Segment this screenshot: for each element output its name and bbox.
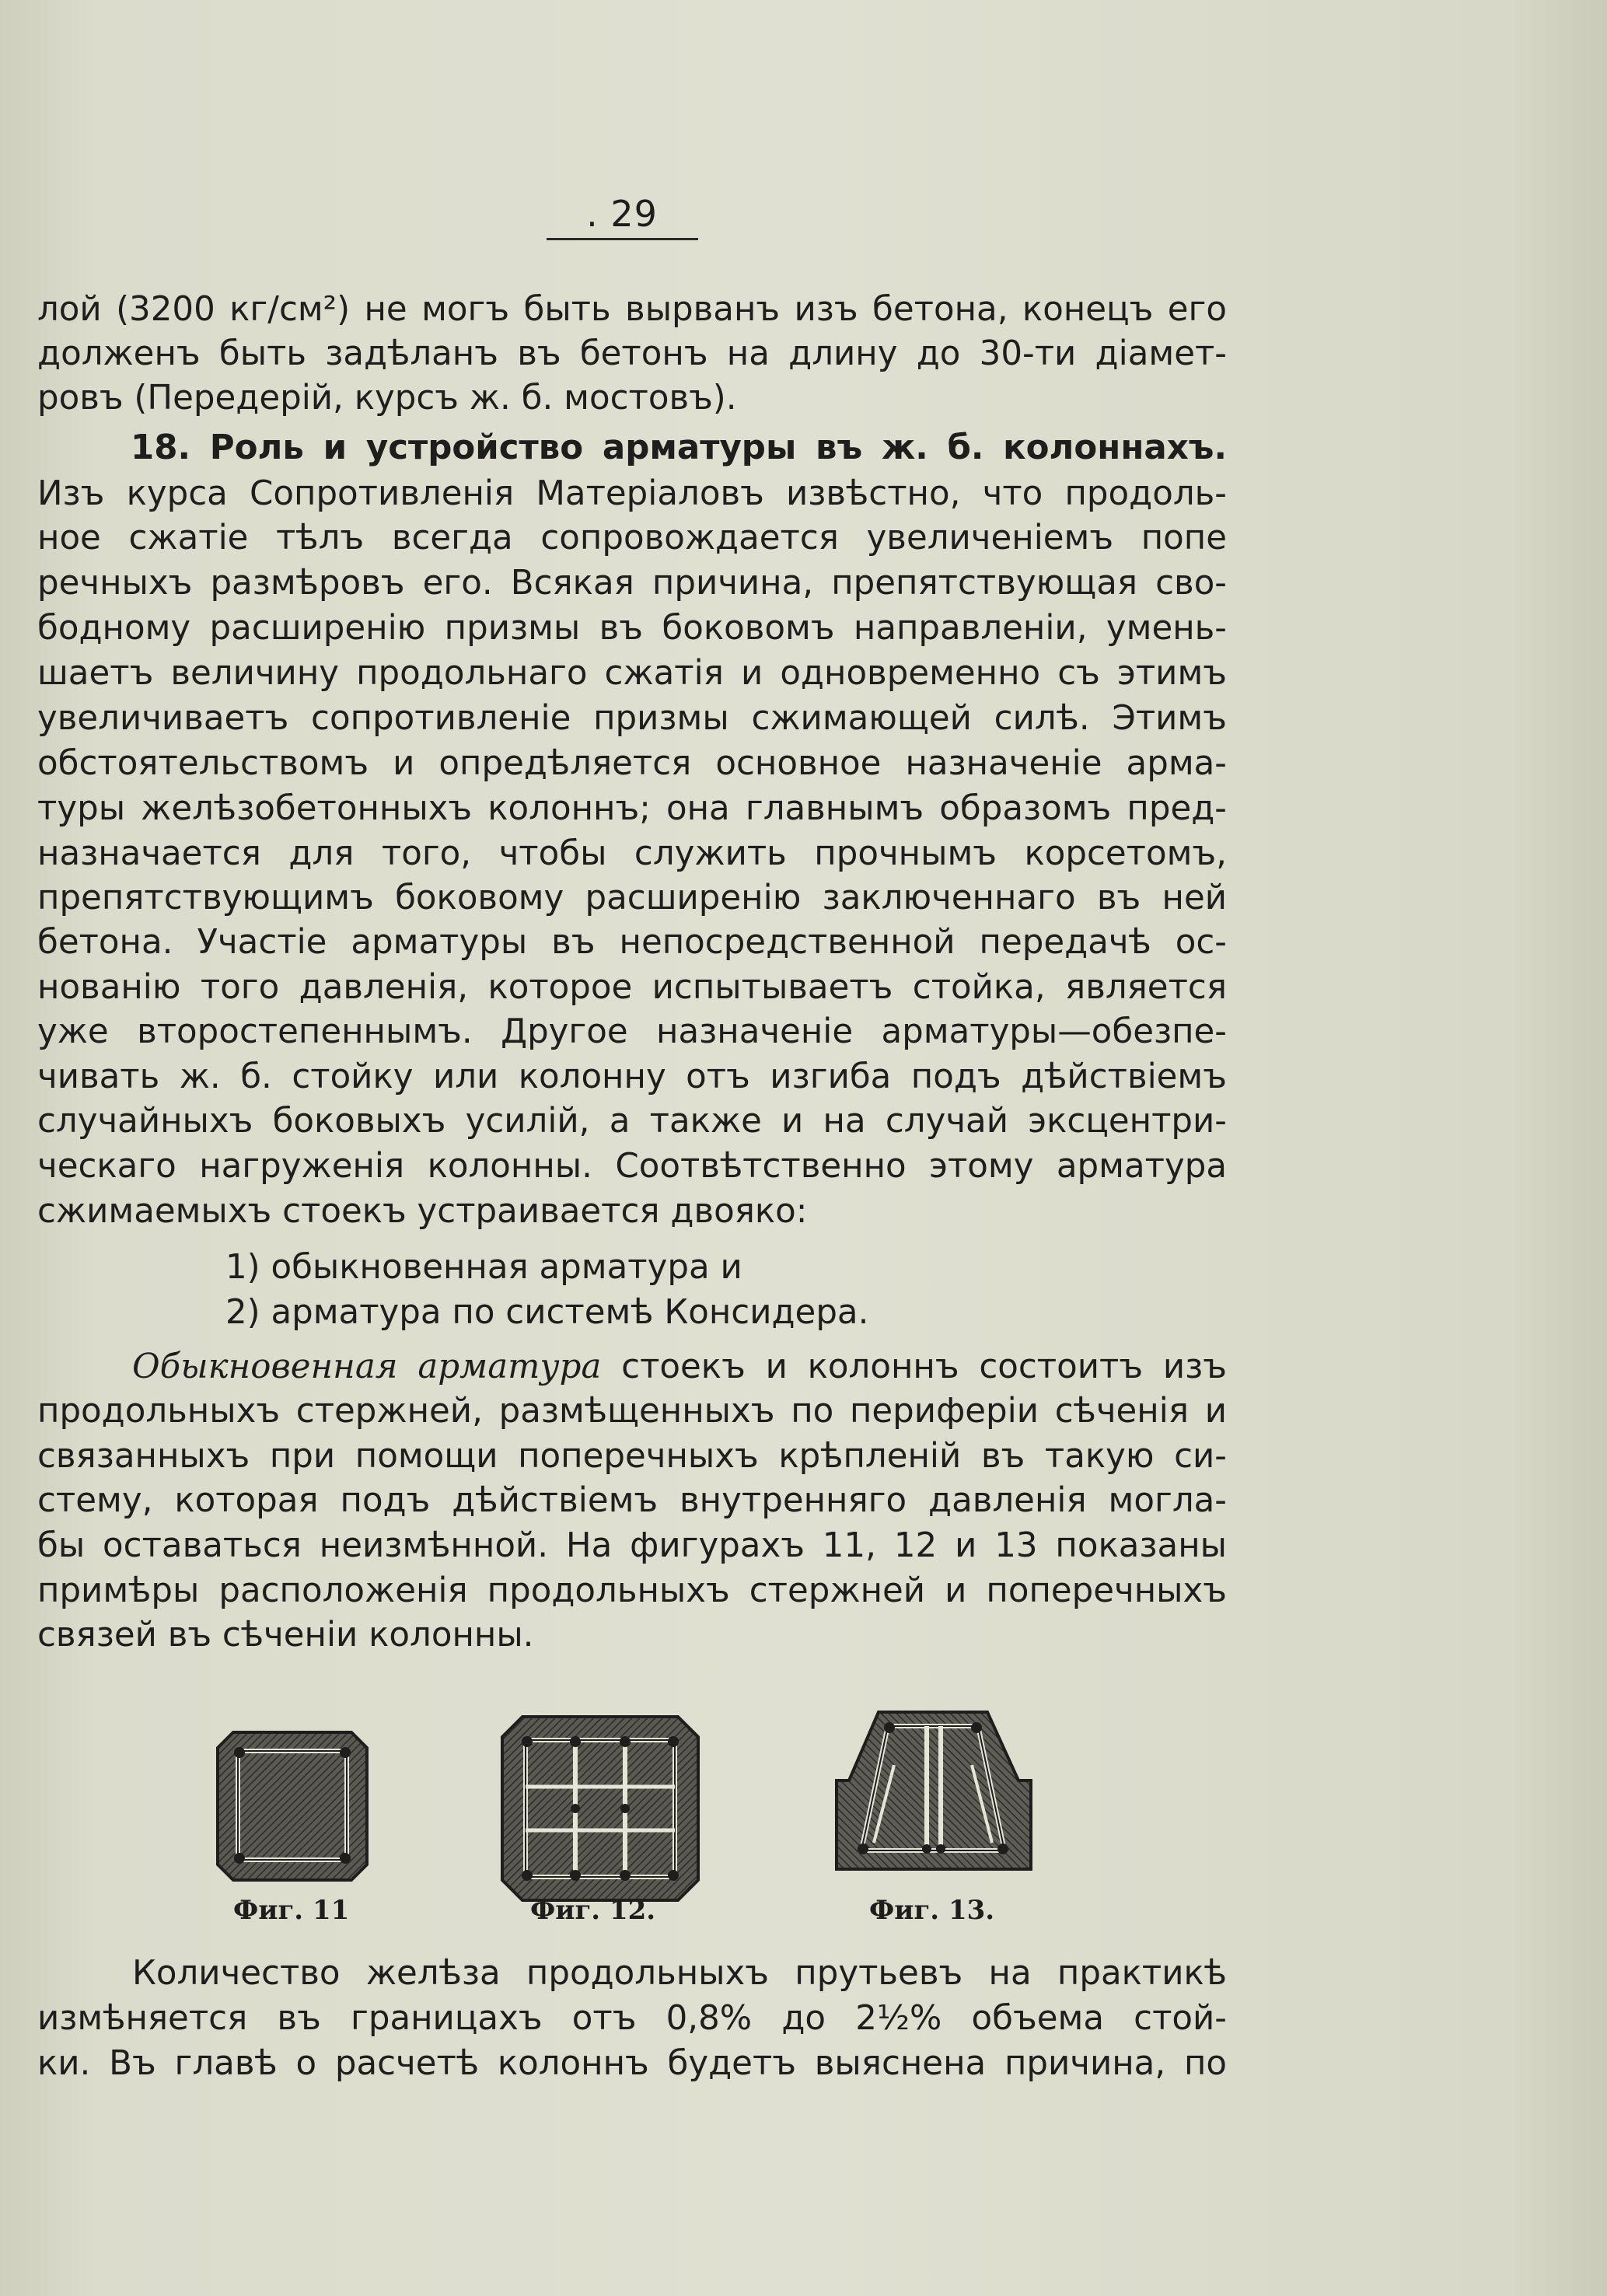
text-line: увеличиваетъ сопротивленіе призмы сжимающей силѣ. Этимъ <box>37 699 1227 738</box>
text-line: бетона. Участіе арматуры въ непосредственной передачѣ ос- <box>37 923 1227 962</box>
text-line: назначается для того, чтобы служить прочнымъ корсетомъ, <box>37 834 1227 873</box>
text-line: связей въ сѣченіи колонны. <box>37 1616 534 1655</box>
figure-12 <box>502 1717 698 1900</box>
section-heading: 18. Роль и устройство арматуры въ ж. б. колоннахъ. <box>131 428 1227 467</box>
text-line: долженъ быть задѣланъ въ бетонъ на длину до 30-ти діамет- <box>37 334 1227 373</box>
text-line: лой (3200 кг/см²) не могъ быть вырванъ изъ бетона, конецъ его <box>37 290 1227 329</box>
text-line: чивать ж. б. стойку или колонну отъ изгиба подъ дѣйствіемъ <box>37 1057 1227 1096</box>
text-line: ровъ (Передерій, курсъ ж. б. мостовъ). <box>37 379 737 418</box>
page-number-rule <box>547 238 698 240</box>
text-fragment: стоекъ и колоннъ состоитъ изъ <box>601 1347 1227 1386</box>
text-line: обстоятельствомъ и опредѣляется основное назначеніе арма- <box>37 744 1227 783</box>
text-line: ное сжатіе тѣлъ всегда сопровождается увеличеніемъ попе <box>37 519 1227 557</box>
text-line: ческаго нагруженія колонны. Соотвѣтственно этому арматура <box>37 1147 1227 1186</box>
italic-term: Обыкновенная арматура <box>132 1347 602 1386</box>
text-line: измѣняется въ границахъ отъ 0,8% до 2½% объема стой- <box>37 1999 1227 2038</box>
list-item: 2) арматура по системѣ Консидера. <box>225 1293 869 1332</box>
figure-caption: Фиг. 11 <box>233 1895 350 1926</box>
text-line: сжимаемыхъ стоекъ устраивается двояко: <box>37 1192 808 1231</box>
text-line: шаетъ величину продольнаго сжатія и одновременно съ этимъ <box>37 654 1227 693</box>
figure-11 <box>218 1732 367 1880</box>
text-line: туры желѣзобетонныхъ колоннъ; она главнымъ образомъ пред- <box>37 789 1227 828</box>
text-line: препятствующимъ боковому расширенію заключеннаго въ ней <box>37 879 1227 917</box>
list-item: 1) обыкновенная арматура и <box>225 1248 742 1287</box>
text-line: речныхъ размѣровъ его. Всякая причина, препятствующая сво- <box>37 564 1227 603</box>
text-line: нованію того давленія, которое испытываетъ стойка, является <box>37 968 1227 1007</box>
figure-caption: Фиг. 13. <box>869 1895 995 1926</box>
text-line: связанныхъ при помощи поперечныхъ крѣпленій въ такую си- <box>37 1437 1227 1476</box>
text-line: бы оставаться неизмѣнной. На фигурахъ 11, 12 и 13 показаны <box>37 1526 1227 1565</box>
text-line <box>132 1345 1227 1389</box>
text-line: уже второстепеннымъ. Другое назначеніе арматуры—обезпе- <box>37 1012 1227 1051</box>
figure-13 <box>837 1712 1031 1869</box>
text-line: стему, которая подъ дѣйствіемъ внутренняго давленія могла- <box>37 1481 1227 1520</box>
text-line: Количество желѣза продольныхъ прутьевъ на практикѣ <box>132 1954 1227 1993</box>
text-line: случайныхъ боковыхъ усилій, а также и на случай эксцентри- <box>37 1102 1227 1141</box>
text-line: продольныхъ стержней, размѣщенныхъ по периферіи сѣченія и <box>37 1392 1227 1431</box>
page-number: . 29 <box>586 193 658 235</box>
text-line: бодному расширенію призмы въ боковомъ направленіи, умень- <box>37 609 1227 648</box>
figure-caption: Фиг. 12. <box>530 1895 656 1926</box>
text-line: Изъ курса Сопротивленія Матеріаловъ извѣстно, что продоль- <box>37 474 1227 513</box>
text-line: ки. Въ главѣ о расчетѣ колоннъ будетъ выяснена причина, по <box>37 2044 1227 2083</box>
text-line: примѣры расположенія продольныхъ стержней и поперечныхъ <box>37 1571 1227 1610</box>
